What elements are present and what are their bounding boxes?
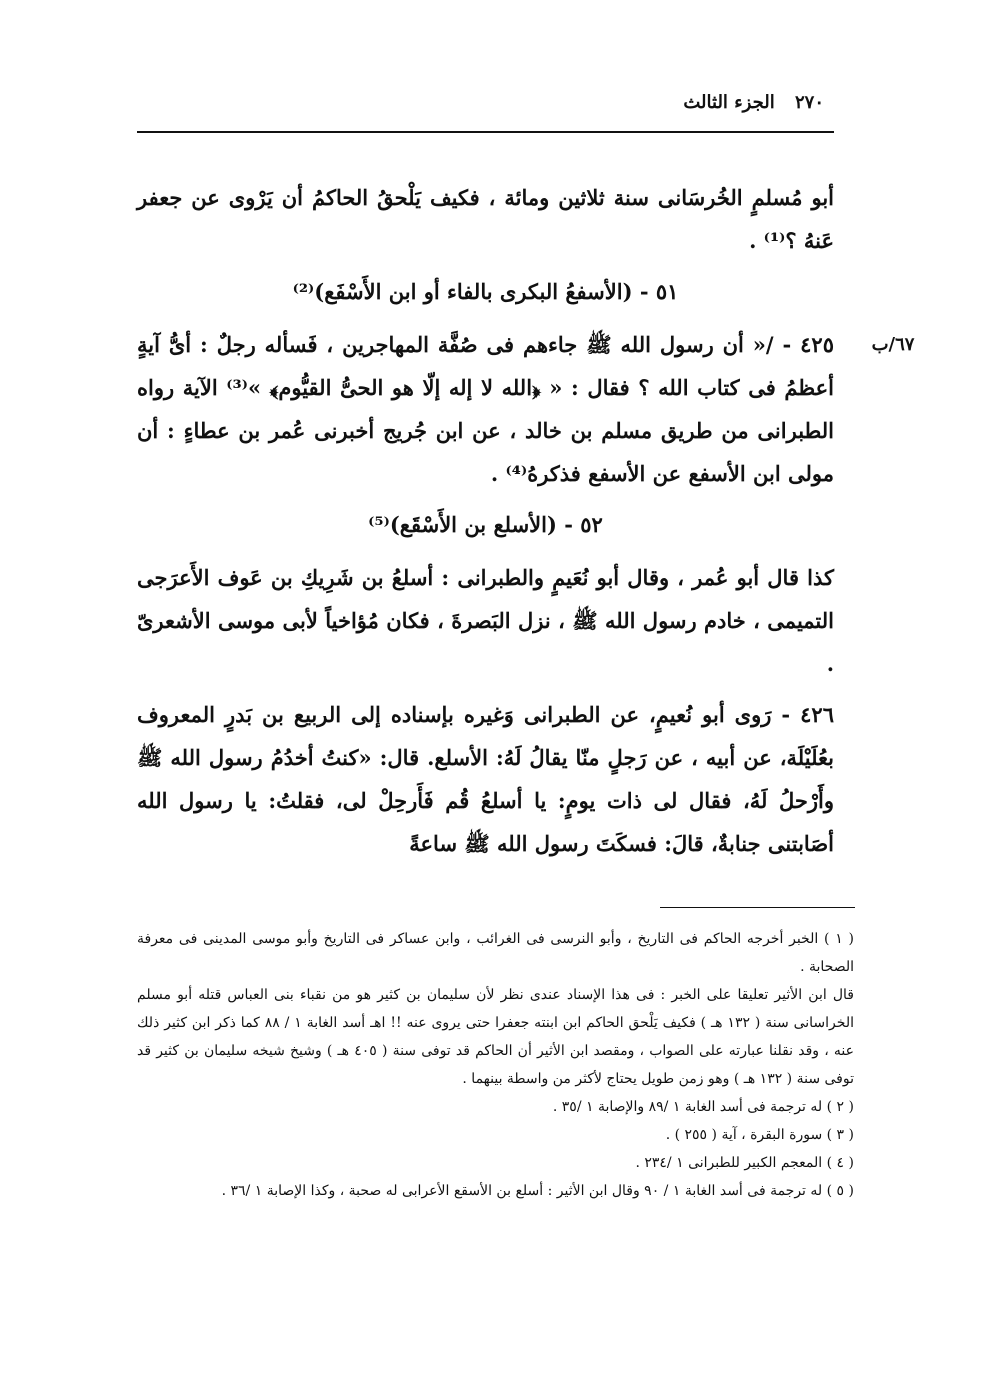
paragraph-intro: أبو مُسلمٍ الخُرسَانى سنة ثلاثين ومائة ، فكيف يَلْحقُ الحاكمُ أن يَرْوى عن جعفر عَنهُ ؟⁽¹⁾ .	[137, 185, 834, 253]
footnotes	[137, 925, 854, 1205]
section-heading-52: ٥٢ - (الأسلع بن الأَسْقَع)⁽⁵⁾	[368, 512, 603, 537]
folio-margin-note: ٦٧/ب	[871, 334, 915, 355]
paragraph-425: ٤٢٥ - /« أن رسول الله ﷺ جاءهم فى صُفَّة المهاجرين ، فَسأله رجلٌ : أىُّ آيةٍ أعظمُ فى كتاب الله ؟ فقال : « ﴿الله لا إله إلّا هو الحىُّ القيُّوم﴾ »⁽³⁾ الآية رواه الطبرانى من طريق مسلم بن خالد ، عن ابن جُريج أخبرنى عُمر بن عطاءٍ : أن مولى ابن الأسفع عن الأسفع فذكرهُ⁽⁴⁾ .	[137, 332, 834, 486]
footnote-5: ( ٥ ) له ترجمة فى أسد الغابة ١ / ٩٠ وقال ابن الأثير : أسلع بن الأسقع الأعرابى له صحبة ، وكذا الإصابة ١ /٣٦ .	[221, 1183, 854, 1199]
footnote-4: ( ٤ ) المعجم الكبير للطبرانى ١ /٢٣٤ .	[635, 1155, 854, 1171]
footnote-3: ( ٣ ) سورة البقرة ، آية ( ٢٥٥ ) .	[665, 1127, 854, 1143]
paragraph-426: ٤٢٦ - رَوى أبو نُعيمٍ، عن الطبرانى وَغيره بإسناده إلى الربيع بن بَدرٍ المعروف بعُلَيْلَة، عن أبيه ، عن رَجلٍ منّا يقالُ لَهُ: الأسلع. قال: «كنتُ أخدُمُ رسول الله ﷺ وأَرْحلُ لَهُ، فقال لى ذات يومٍ: يا أسلعُ قُم فَأَرحِلْ لى، فقلتُ: يا رسول الله أصَابتنى جنابةٌ، قالَ: فسكَتَ رسول الله ﷺ ساعةً	[137, 702, 834, 856]
page-number: ٢٧٠	[794, 92, 824, 113]
footnote-2: ( ٢ ) له ترجمة فى أسد الغابة ١ /٨٩ والإصابة ١ /٣٥ .	[552, 1099, 854, 1115]
paragraph-aslaa: كذا قال أبو عُمر ، وقال أبو نُعَيمٍ والطبرانى : أسلعُ بن شَرِيكِ بن عَوف الأَعرَجى التميمى ، خادم رسول الله ﷺ ، نزل البَصرةَ ، فكان مُؤاخياً لأبى موسى الأشعرىّ .	[137, 565, 834, 676]
footnote-1: ( ١ ) الخبر أخرجه الحاكم فى التاريخ ، وأبو النرسى فى الغرائب ، وابن عساكر فى التاريخ وأبو موسى المدينى فى معرفة الصحابة .	[137, 931, 854, 975]
running-header	[200, 92, 824, 122]
running-title: الجزء الثالث	[683, 92, 775, 113]
main-text	[137, 176, 834, 865]
header-rule	[137, 131, 834, 133]
footnote-1-continued: قال ابن الأثير تعليقا على الخبر : فى هذا الإسناد عندى نظر لأن سليمان بن كثير هو من نقباء بنى العباس قتله أبو مسلم الخراسانى سنة ( ١٣٢ هـ ) فكيف يَلْحق الحاكم ابن ابنته جعفرا حتى يروى عنه !! اهـ أسد الغابة ١ / ٨٨ كما ذكر ابن كثير ذلك عنه ، وقد نقلنا عبارته على الصواب ، ومقصد ابن الأثير أن الحاكم قد توفى سنة ( ٤٠٥ هـ ) وشيخ شيخه سليمان بن كثير قد توفى سنة ( ١٣٢ هـ ) وهو زمن طويل يحتاج لأكثر من واسطة بينهما .	[137, 987, 854, 1087]
section-heading-51: ٥١ - (الأسفعُ البكرى بالفاء أو ابن الأَسْفَع)⁽²⁾	[292, 279, 679, 304]
footnote-rule	[660, 907, 855, 908]
